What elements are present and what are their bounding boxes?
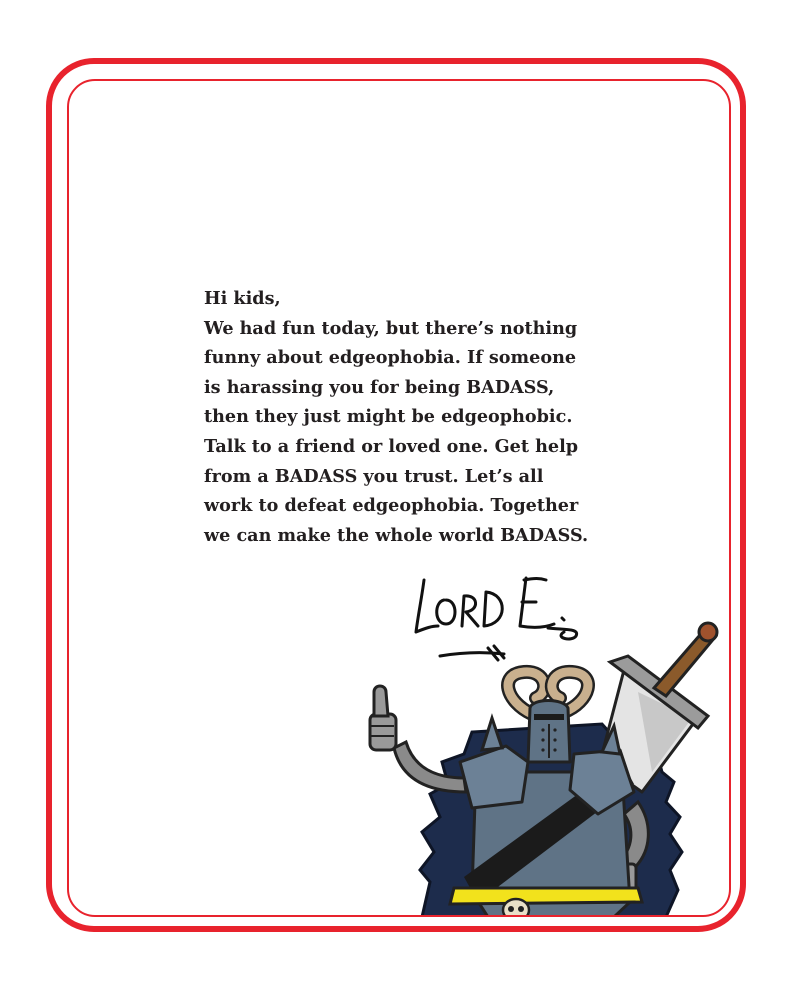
belt <box>450 888 642 904</box>
thumbs-up-hand <box>370 686 396 750</box>
message-line: is harassing you for being BADASS, <box>204 376 555 398</box>
message-line: then they just might be edgeophobic. <box>204 406 573 428</box>
message-line: We had fun today, but there’s nothing <box>204 317 578 339</box>
message-line: we can make the whole world BADASS. <box>204 524 589 546</box>
letter-message <box>204 284 624 550</box>
message-line: Hi kids, <box>204 288 281 309</box>
skull-icon <box>503 899 529 917</box>
signature <box>404 566 586 666</box>
message-line: from a BADASS you trust. Let’s all <box>204 465 544 487</box>
message-line: funny about edgeophobia. If someone <box>204 347 577 369</box>
message-line: Talk to a friend or loved one. Get help <box>204 435 579 457</box>
message-line: work to defeat edgeophobia. Together <box>204 495 579 517</box>
